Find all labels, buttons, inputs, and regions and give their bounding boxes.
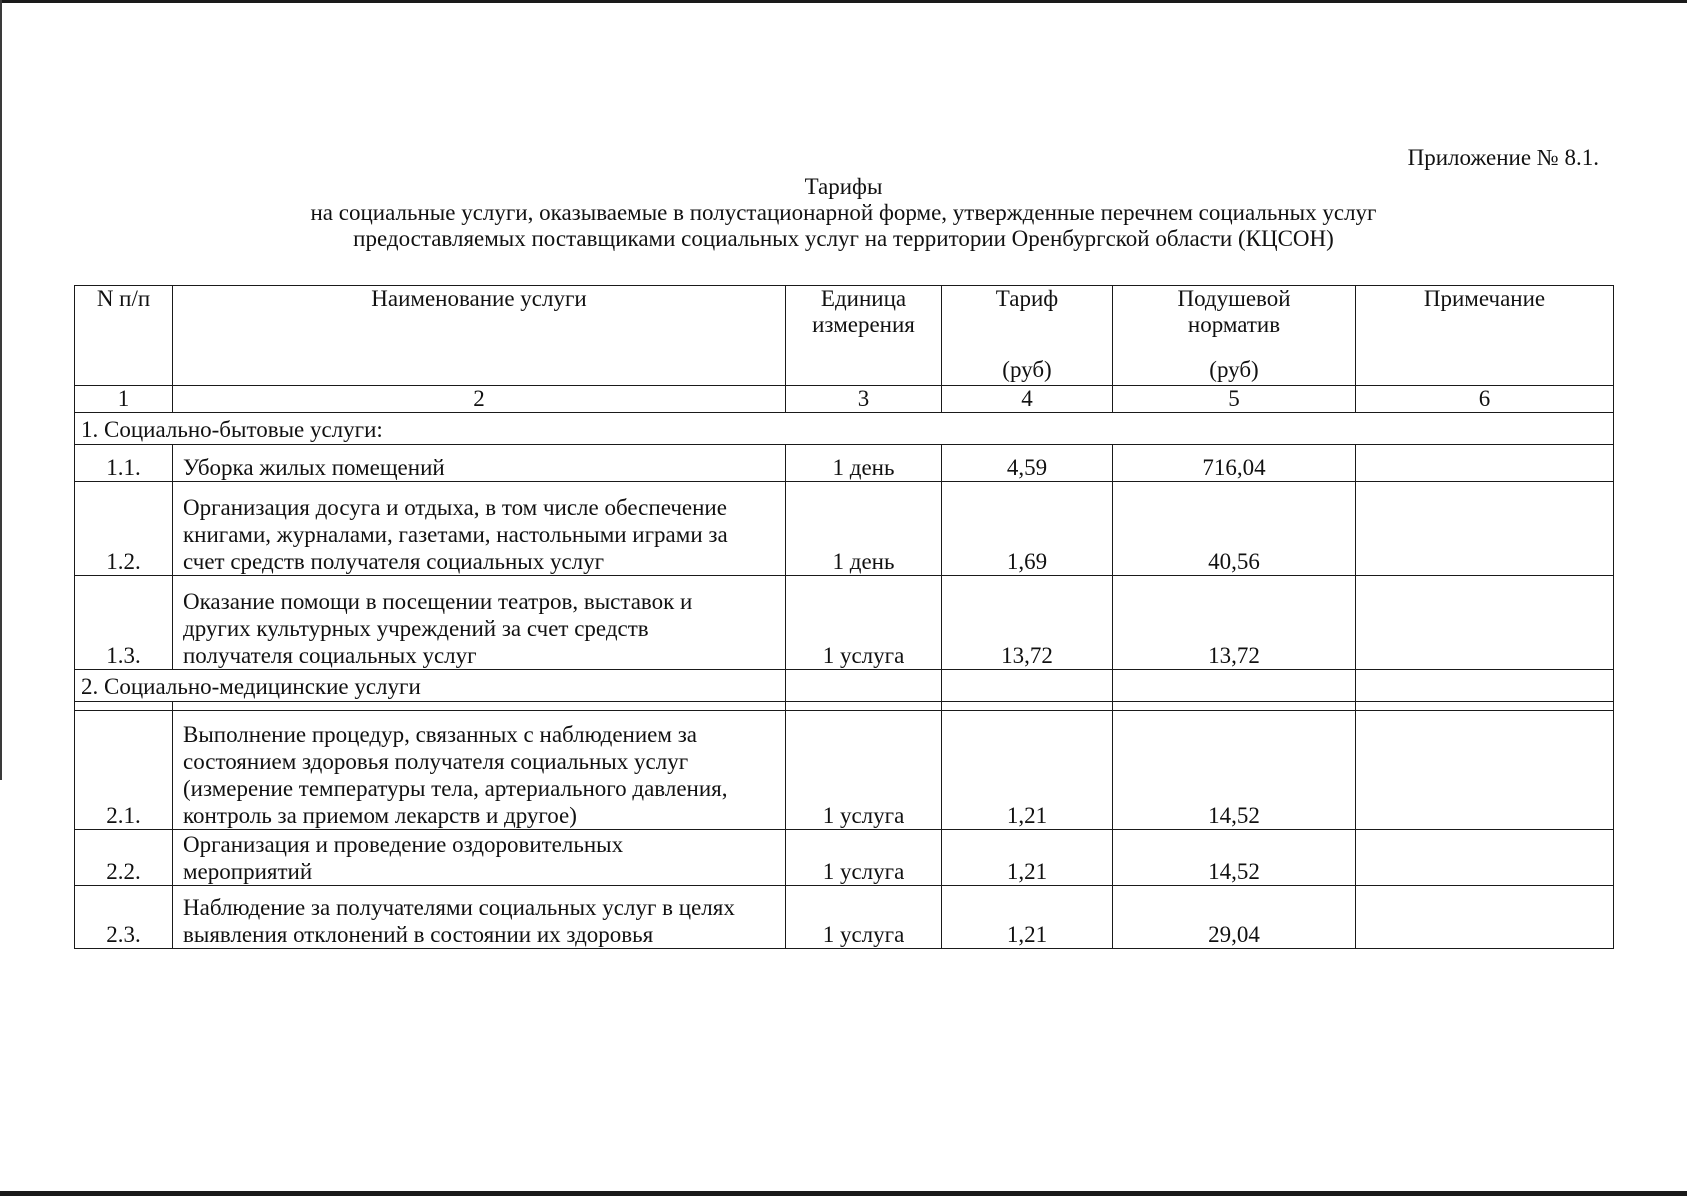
service-name-line: книгами, журналами, газетами, настольными играми за <box>183 522 728 547</box>
table-row <box>75 445 1614 482</box>
row-number: 1.2. <box>75 482 173 576</box>
spacer-cell <box>1113 702 1356 711</box>
spacer-cell <box>786 702 942 711</box>
section-empty-cell <box>1356 670 1614 702</box>
column-number: 3 <box>786 386 942 413</box>
per-capita-norm: 14,52 <box>1113 830 1356 886</box>
column-number: 1 <box>75 386 173 413</box>
note <box>1356 886 1614 949</box>
unit: 1 услуга <box>786 711 942 830</box>
document-title <box>0 174 1687 252</box>
header-num: N п/п <box>75 286 173 386</box>
header-unit-line1: Единица <box>820 286 907 311</box>
per-capita-norm: 716,04 <box>1113 445 1356 482</box>
service-name-line: получателя социальных услуг <box>183 643 477 668</box>
service-name <box>173 482 786 576</box>
header-tariff-bottom: (руб) <box>1002 357 1052 382</box>
spacer-cell <box>75 702 173 711</box>
note <box>1356 576 1614 670</box>
header-note: Примечание <box>1356 286 1614 386</box>
per-capita-norm: 40,56 <box>1113 482 1356 576</box>
header-tariff-top: Тариф <box>995 286 1059 311</box>
service-name <box>173 711 786 830</box>
service-name-line: (измерение температуры тела, артериального давления, <box>183 776 728 801</box>
spacer-row <box>75 702 1614 711</box>
tariffs-table <box>74 285 1614 949</box>
header-unit-line2: измерения <box>812 312 915 337</box>
header-name: Наименование услуги <box>173 286 786 386</box>
service-name <box>173 886 786 949</box>
header-norm-line1: Подушевой <box>1177 286 1291 311</box>
row-number: 2.2. <box>75 830 173 886</box>
service-name-line: состоянием здоровья получателя социальных услуг <box>183 749 689 774</box>
service-name <box>173 576 786 670</box>
table-row <box>75 711 1614 830</box>
header-tariff <box>942 286 1113 386</box>
per-capita-norm: 13,72 <box>1113 576 1356 670</box>
service-name-line: мероприятий <box>183 859 313 884</box>
service-name-line: других культурных учреждений за счет средств <box>183 616 649 641</box>
note <box>1356 830 1614 886</box>
service-name <box>173 830 786 886</box>
per-capita-norm: 29,04 <box>1113 886 1356 949</box>
tariff: 1,21 <box>942 711 1113 830</box>
note <box>1356 482 1614 576</box>
table-row <box>75 830 1614 886</box>
section-empty-cell <box>1113 670 1356 702</box>
unit: 1 день <box>786 482 942 576</box>
section-title: 2. Социально-медицинские услуги <box>75 670 786 702</box>
spacer-cell <box>942 702 1113 711</box>
unit: 1 услуга <box>786 576 942 670</box>
section-empty-cell <box>786 670 942 702</box>
table-row <box>75 576 1614 670</box>
tariff: 1,21 <box>942 886 1113 949</box>
tariff: 4,59 <box>942 445 1113 482</box>
title-line-3: предоставляемых поставщиками социальных услуг на территории Оренбургской области (КЦСОН) <box>353 226 1334 251</box>
service-name-line: Организация и проведение оздоровительных <box>183 832 624 857</box>
row-number: 2.1. <box>75 711 173 830</box>
scan-border-bottom <box>0 1191 1687 1196</box>
service-name-line: Организация досуга и отдыха, в том числе обеспечение <box>183 495 727 520</box>
note <box>1356 445 1614 482</box>
service-name-line: Уборка жилых помещений <box>183 455 445 480</box>
row-number: 2.3. <box>75 886 173 949</box>
column-number: 2 <box>173 386 786 413</box>
appendix-label: Приложение № 8.1. <box>1407 145 1599 170</box>
note <box>1356 711 1614 830</box>
header-row <box>75 286 1614 386</box>
section-title: 1. Социально-бытовые услуги: <box>75 413 1614 445</box>
header-norm-bottom: (руб) <box>1209 357 1259 382</box>
service-name-line: выявления отклонений в состоянии их здоровья <box>183 922 654 947</box>
per-capita-norm: 14,52 <box>1113 711 1356 830</box>
unit: 1 день <box>786 445 942 482</box>
title-line-2: на социальные услуги, оказываемые в полустационарной форме, утвержденные перечнем социальных услуг <box>310 200 1377 225</box>
section-empty-cell <box>942 670 1113 702</box>
header-unit <box>786 286 942 386</box>
section-row <box>75 413 1614 445</box>
table-row <box>75 482 1614 576</box>
row-number: 1.3. <box>75 576 173 670</box>
row-number: 1.1. <box>75 445 173 482</box>
tariff: 13,72 <box>942 576 1113 670</box>
column-number: 6 <box>1356 386 1614 413</box>
section-row <box>75 670 1614 702</box>
table-row <box>75 886 1614 949</box>
title-line-1: Тарифы <box>804 174 883 199</box>
header-norm <box>1113 286 1356 386</box>
tariff: 1,21 <box>942 830 1113 886</box>
service-name-line: Оказание помощи в посещении театров, выставок и <box>183 589 693 614</box>
scan-border-top <box>0 0 1687 3</box>
service-name <box>173 445 786 482</box>
unit: 1 услуга <box>786 830 942 886</box>
service-name-line: Выполнение процедур, связанных с наблюдением за <box>183 722 697 747</box>
service-name-line: Наблюдение за получателями социальных услуг в целях <box>183 895 735 920</box>
column-number-row <box>75 386 1614 413</box>
service-name-line: контроль за приемом лекарств и другое) <box>183 803 577 828</box>
unit: 1 услуга <box>786 886 942 949</box>
spacer-cell <box>173 702 786 711</box>
column-number: 5 <box>1113 386 1356 413</box>
service-name-line: счет средств получателя социальных услуг <box>183 549 605 574</box>
column-number: 4 <box>942 386 1113 413</box>
scan-border-left <box>0 0 2 780</box>
header-norm-line2: норматив <box>1187 312 1281 337</box>
spacer-cell <box>1356 702 1614 711</box>
tariff: 1,69 <box>942 482 1113 576</box>
